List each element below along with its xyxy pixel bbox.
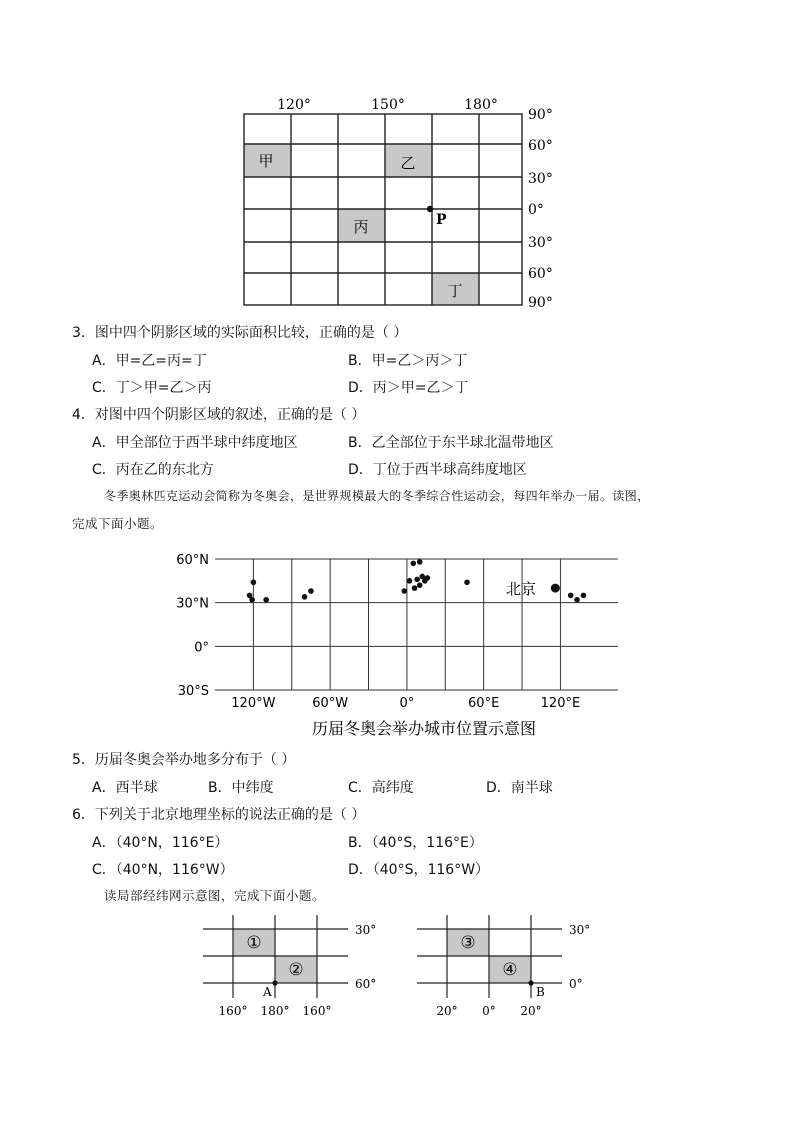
q5-option-a: A．西半球 (92, 780, 158, 796)
lat-label-0: 0° (569, 977, 583, 991)
lon-label-120: 120° (277, 97, 311, 113)
lat-label-60: 60° (355, 977, 377, 991)
chart-x-tick-label: 60°W (312, 696, 349, 711)
chart-y-tick-label: 60°N (176, 553, 209, 568)
q3-option-b: B．甲=乙＞丙＞丁 (348, 353, 468, 369)
q4-option-a: A．甲全部位于西半球中纬度地区 (92, 435, 298, 451)
passage-intro-line1: 冬季奥林匹克运动会简称为冬奥会，是世界规模最大的冬季综合性运动会，每四年举办一届。读图， (104, 489, 650, 503)
lat-label-90n: 90° (528, 107, 553, 123)
host-city-point (302, 594, 308, 600)
lat-label-30s: 30° (528, 235, 553, 251)
q6-option-c: C．（40°N，116°W） (92, 862, 234, 878)
q3-option-d: D．丙＞甲=乙＞丁 (348, 380, 469, 396)
lon-label-20w: 20° (436, 1004, 458, 1018)
beijing-annotation: 北京 (506, 580, 537, 598)
point-b-marker (528, 980, 533, 985)
host-city-point (251, 579, 257, 585)
q3-option-c: C．丁＞甲=乙＞丙 (92, 380, 212, 396)
chart-y-tick-label: 30°N (176, 596, 209, 612)
passage-intro-grid: 读局部经纬网示意图，完成下面小题。 (104, 888, 326, 903)
beijing-point (551, 584, 560, 593)
host-city-point (417, 559, 423, 565)
cell-label-2: ② (288, 960, 304, 980)
lon-label-20e: 20° (520, 1004, 542, 1018)
lat-label-30: 30° (569, 923, 591, 937)
cell-label-bing: 丙 (353, 218, 369, 236)
host-city-point (411, 561, 417, 567)
lon-label-150: 150° (371, 97, 405, 113)
chart-x-tick-label: 120°E (540, 696, 581, 711)
lat-label-30: 30° (355, 923, 377, 937)
lat-lon-grid-figure (240, 92, 570, 312)
lat-label-30n: 30° (528, 171, 553, 187)
point-a-label: A (263, 985, 272, 999)
lat-label-60s: 60° (528, 266, 553, 282)
host-city-point (402, 588, 408, 594)
q4-option-b: B．乙全部位于东半球北温带地区 (348, 435, 554, 451)
host-city-point (407, 578, 413, 584)
q5-option-b: B．中纬度 (208, 780, 274, 796)
lon-label-0: 0° (482, 1004, 496, 1018)
q6-option-b: B．（40°S，116°E） (348, 835, 483, 851)
cell-label-ding: 丁 (447, 282, 463, 300)
local-grid-figure-1 (200, 912, 390, 1022)
lon-label-180: 180° (260, 1004, 290, 1018)
chart-x-tick-label: 120°W (231, 696, 276, 711)
lon-label-180: 180° (464, 97, 498, 113)
lon-label-160e: 160° (302, 1004, 332, 1018)
host-city-point (581, 593, 587, 599)
host-city-point (263, 597, 269, 603)
q5-option-c: C．高纬度 (348, 780, 414, 796)
host-city-point (417, 582, 423, 588)
q4-option-c: C．丙在乙的东北方 (92, 462, 214, 478)
cell-label-4: ④ (502, 960, 518, 980)
cell-label-3: ③ (460, 933, 476, 953)
lat-label-0: 0° (528, 202, 544, 218)
chart-y-tick-label: 30°S (177, 684, 209, 699)
q4-stem: 4．对图中四个阴影区域的叙述，正确的是（ ） (72, 407, 366, 423)
point-p-marker (427, 206, 433, 212)
q4-option-d: D．丁位于西半球高纬度地区 (348, 462, 527, 478)
lat-label-90s: 90° (528, 295, 553, 311)
host-city-point (574, 597, 580, 603)
chart-title: 历届冬奥会举办城市位置示意图 (311, 719, 537, 738)
cell-label-yi: 乙 (400, 154, 416, 172)
point-b-label: B (536, 985, 545, 999)
host-city-point (249, 597, 255, 603)
lat-label-60n: 60° (528, 138, 553, 154)
q3-option-a: A．甲=乙=丙=丁 (92, 353, 207, 369)
host-city-point (425, 575, 431, 581)
chart-x-tick-label: 60°E (468, 696, 500, 711)
passage-intro-line2: 完成下面小题。 (72, 516, 164, 531)
host-city-point (414, 577, 420, 583)
q3-stem: 3．图中四个阴影区域的实际面积比较，正确的是（ ） (72, 325, 408, 341)
winter-olympics-city-map (170, 542, 630, 742)
point-p-label: P (436, 212, 447, 228)
q6-stem: 6．下列关于北京地理坐标的说法正确的是（ ） (72, 807, 366, 823)
local-grid-figure-2 (412, 912, 602, 1022)
q5-option-d: D．南半球 (486, 780, 553, 796)
q6-option-d: D．（40°S，116°W） (348, 862, 490, 878)
host-city-point (412, 585, 418, 591)
cell-label-1: ① (246, 933, 262, 953)
host-city-point (464, 579, 470, 585)
cell-label-jia: 甲 (258, 152, 274, 170)
chart-y-tick-label: 0° (194, 640, 209, 656)
chart-x-tick-label: 0° (399, 696, 415, 711)
lon-label-160w: 160° (218, 1004, 248, 1018)
point-a-marker (272, 980, 277, 985)
q5-stem: 5．历届冬奥会举办地多分布于（ ） (72, 752, 296, 768)
host-city-point (308, 588, 314, 594)
host-city-point (568, 593, 574, 599)
q6-option-a: A．（40°N，116°E） (92, 835, 229, 851)
